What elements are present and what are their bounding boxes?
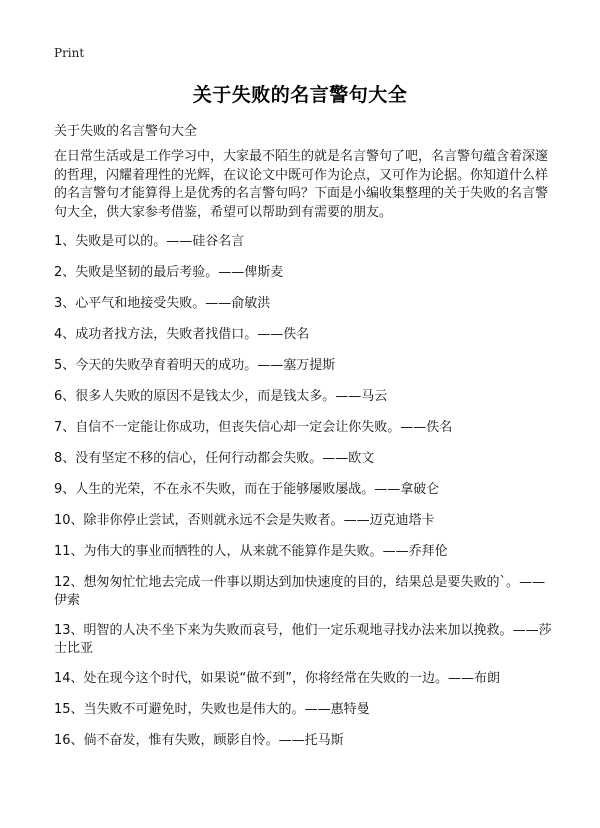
quote-number: 15、 [54, 702, 84, 717]
quote-item [54, 732, 554, 750]
quote-number: 5、 [54, 358, 76, 373]
quote-number: 4、 [54, 327, 76, 342]
quote-text: 今天的失败孕育着明天的成功。 [75, 358, 258, 373]
quote-author: ——托马斯 [278, 733, 344, 748]
quote-number: 6、 [54, 389, 76, 404]
quote-item [54, 670, 554, 688]
document-subtitle: 关于失败的名言警句大全 [54, 124, 198, 139]
quote-author: ——佚名 [257, 327, 310, 342]
quote-number: 8、 [54, 451, 76, 466]
quote-text: 处在现今这个时代，如果说“做不到”，你将经常在失败的一边。 [83, 671, 449, 686]
quote-text: 除非你停止尝试，否则就永远不会是失败者。 [83, 513, 344, 528]
quote-item [54, 450, 554, 468]
quote-item [54, 543, 554, 561]
quote-number: 10、 [54, 513, 84, 528]
quote-text: 心平气和地接受失败。 [75, 296, 206, 311]
quote-item [54, 357, 554, 375]
quote-text: 失败是坚韧的最后考验。 [75, 265, 219, 280]
quote-item [54, 295, 554, 313]
quote-item [54, 264, 554, 282]
quote-author: ——布朗 [448, 671, 501, 686]
quote-text: 很多人失败的原因不是钱太少，而是钱太多。 [75, 389, 336, 404]
quote-item [54, 326, 554, 344]
quote-author: ——佚名 [400, 420, 453, 435]
quote-text: 明智的人决不坐下来为失败而哀号，他们一定乐观地寻找办法来加以挽救。 [83, 623, 513, 638]
quote-author: ——惠特曼 [304, 702, 370, 717]
quote-author: ——乔拜伦 [382, 544, 448, 559]
quote-item [54, 388, 554, 406]
quote-author: ——伊索 [54, 575, 546, 608]
quote-author: ——俞敏洪 [205, 296, 271, 311]
quote-author: ——硅谷名言 [166, 234, 245, 249]
quote-list [54, 233, 554, 763]
quote-number: 9、 [54, 482, 76, 497]
quote-item [54, 419, 554, 437]
quote-author: ——迈克迪塔卡 [343, 513, 435, 528]
quote-number: 7、 [54, 420, 76, 435]
quote-number: 14、 [54, 671, 84, 686]
quote-author: ——马云 [335, 389, 388, 404]
quote-text: 为伟大的事业而牺牲的人，从来就不能算作是失败。 [83, 544, 383, 559]
quote-item [54, 481, 554, 499]
quote-item [54, 622, 554, 658]
quote-text: 自信不一定能让你成功，但丧失信心却一定会让你失败。 [75, 420, 401, 435]
quote-number: 2、 [54, 265, 76, 280]
quote-item [54, 574, 554, 610]
quote-author: ——俾斯麦 [218, 265, 284, 280]
document-title: 关于失败的名言警句大全 [192, 84, 408, 106]
quote-author: ——欧文 [322, 451, 375, 466]
quote-author: ——塞万提斯 [257, 358, 336, 373]
quote-text: 想匆匆忙忙地去完成一件事以期达到加快速度的目的，结果总是要失败的`。 [83, 575, 520, 590]
quote-number: 12、 [54, 575, 84, 590]
quote-item [54, 701, 554, 719]
quote-item [54, 512, 554, 530]
print-label: Print [54, 46, 85, 60]
quote-item [54, 233, 554, 251]
quote-number: 16、 [54, 733, 84, 748]
quote-text: 失败是可以的。 [75, 234, 167, 249]
quote-text: 人生的光荣，不在永不失败，而在于能够屡败屡战。 [75, 482, 375, 497]
quote-text: 没有坚定不移的信心，任何行动都会失败。 [75, 451, 323, 466]
quote-author: ——拿破仑 [374, 482, 440, 497]
quote-number: 11、 [54, 544, 84, 559]
quote-number: 13、 [54, 623, 84, 638]
quote-author: ——莎士比亚 [54, 623, 552, 656]
quote-number: 3、 [54, 296, 76, 311]
quote-text: 倘不奋发，惟有失败，顾影自怜。 [83, 733, 279, 748]
quote-number: 1、 [54, 234, 76, 249]
quote-text: 当失败不可避免时，失败也是伟大的。 [83, 702, 305, 717]
quote-text: 成功者找方法，失败者找借口。 [75, 327, 258, 342]
intro-paragraph: 在日常生活或是工作学习中，大家最不陌生的就是名言警句了吧，名言警句蕴含着深邃的哲理，闪耀着理性的光辉，在议论文中既可作为论点，又可作为论据。你知道什么样的名言警句才能算得上是优秀的名言警句吗？下面是小编收集整理的关于失败的名言警句大全，供大家参考借鉴，希望可以帮助到有需要的朋友。 [54, 149, 549, 220]
